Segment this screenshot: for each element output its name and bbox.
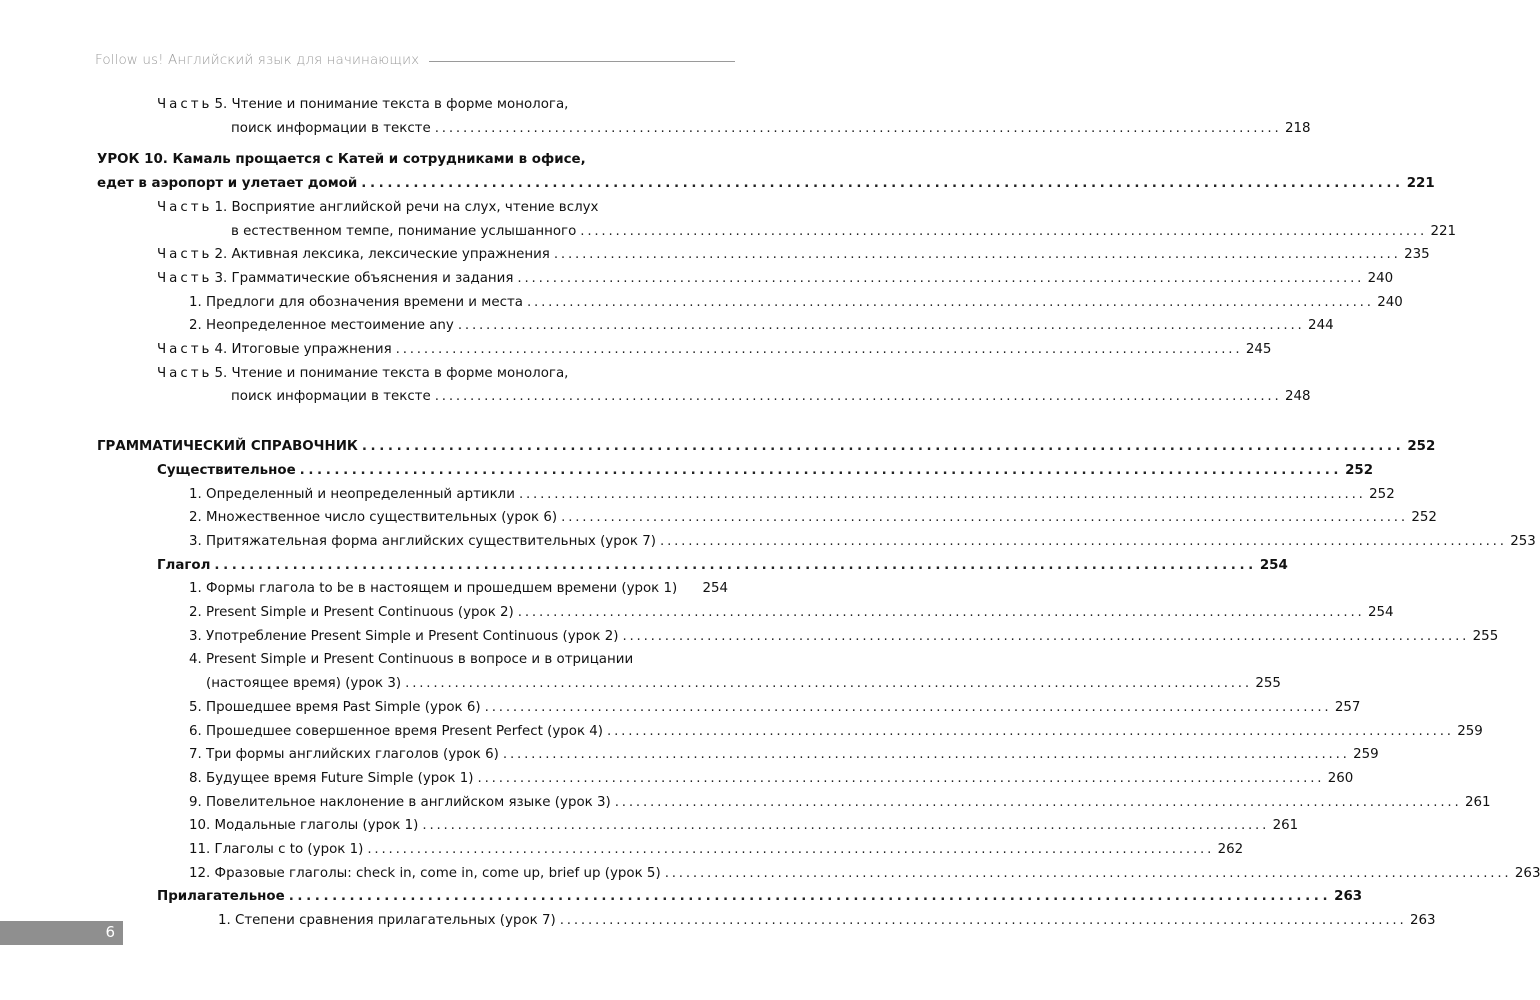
dot-leader: ........................................................................................................................ [361, 176, 1404, 192]
toc-entry-title: 2. Present Simple и Present Continuous (урок 2) [189, 605, 514, 620]
toc-entry[interactable] [157, 460, 1374, 482]
toc-entry-title: УРОК 10. Камаль прощается с Катей и сотрудниками в офисе, [97, 152, 586, 168]
toc-entry[interactable] [97, 436, 1436, 458]
toc-page-number: 218 [1284, 120, 1311, 136]
toc-entry[interactable] [189, 697, 1361, 719]
part-label: Часть [157, 247, 213, 263]
toc-page-number: 252 [1407, 439, 1436, 455]
toc-page-number: 248 [1284, 389, 1311, 405]
toc-page-number: 254 [1259, 557, 1288, 573]
toc-page-number: 254 [702, 581, 728, 597]
toc-entry-title: 2. Неопределенное местоимение any [189, 318, 454, 334]
dot-leader: ........................................................................................................................ [502, 747, 1350, 763]
toc-entry-title: 2. Множественное число существительных (урок 6) [189, 510, 558, 526]
toc-entry[interactable] [189, 768, 1354, 790]
toc-entry[interactable] [157, 268, 1394, 290]
toc-entry-title: 1. Предлоги для обозначения времени и места [189, 294, 523, 310]
dot-leader: ........................................................................................................................ [526, 294, 1374, 310]
toc-entry-title: 5. Чтение и понимание текста в форме монолога, [214, 97, 569, 112]
dot-leader: ........................................................................................................................ [607, 723, 1454, 739]
toc-page-number: 263 [1514, 865, 1540, 881]
toc-entry[interactable] [189, 839, 1244, 861]
toc-page-number: 253 [1510, 533, 1536, 549]
toc-page-number: 255 [1255, 676, 1281, 692]
dot-leader: ........................................................................................................................ [518, 486, 1366, 502]
toc-page-number: 240 [1377, 294, 1403, 310]
toc-entry-title: 3. Притяжательная форма английских существительных (урок 7) [189, 533, 657, 549]
toc-entry-title: 9. Повелительное наклонение в английском языке (урок 3) [189, 794, 611, 810]
toc-entry-title: в естественном темпе, понимание услышанного [231, 223, 577, 239]
toc-entry-title: 1. Формы глагола to be в настоящем и прошедшем времени (урок 1) [189, 581, 678, 597]
toc-entry[interactable] [97, 173, 1435, 195]
toc-page-number: 261 [1464, 794, 1491, 810]
toc-page-number: 259 [1457, 723, 1483, 739]
toc-entry-title: (настоящее время) (урок 3) [206, 676, 402, 692]
toc-page-number: 252 [1411, 510, 1437, 526]
toc-entry-title: 4. Итоговые упражнения [214, 342, 392, 357]
toc-entry-title: Прилагательное [157, 889, 285, 905]
dot-leader: ........................................................................................................................ [561, 510, 1408, 526]
toc-page-number: 255 [1472, 628, 1499, 644]
dot-leader: ........................................................................................................................ [559, 913, 1407, 929]
toc-entry[interactable] [189, 815, 1299, 837]
dot-leader: ........................................................................................................................ [484, 699, 1332, 715]
toc-entry[interactable] [189, 315, 1334, 337]
toc-entry[interactable] [231, 386, 1311, 408]
toc-entry[interactable] [189, 602, 1394, 624]
toc-entry[interactable] [157, 244, 1430, 266]
toc-entry[interactable] [189, 292, 1403, 314]
toc-entry[interactable] [189, 744, 1379, 766]
dot-leader: ........................................................................................................................ [434, 389, 1282, 405]
toc-entry[interactable] [189, 863, 1540, 885]
toc-entry-title: 1. Степени сравнения прилагательных (урок 7) [218, 913, 556, 929]
toc-entry-title: 2. Активная лексика, лексические упражнения [214, 247, 550, 263]
toc-entry[interactable] [189, 578, 728, 600]
toc-entry[interactable] [157, 197, 728, 219]
toc-entry[interactable] [189, 792, 1491, 814]
toc-page-number: 244 [1308, 318, 1334, 334]
part-label: Часть [157, 97, 213, 112]
toc-entry-title: 12. Фразовые глаголы: check in, come in, come up, brief up (урок 5) [189, 865, 661, 881]
toc-entry[interactable] [231, 221, 1457, 243]
toc-entry-title: едет в аэропорт и улетает домой [97, 176, 358, 192]
toc-page-number: 259 [1353, 747, 1379, 763]
dot-leader: ........................................................................................................................ [517, 605, 1365, 620]
toc-page-number: 221 [1406, 176, 1435, 192]
toc-entry-title: 10. Модальные глаголы (урок 1) [189, 818, 419, 834]
toc-page-number: 221 [1430, 223, 1457, 239]
toc-entry[interactable] [189, 507, 1437, 529]
toc-entry-title: 5. Прошедшее время Past Simple (урок 6) [189, 699, 481, 715]
toc-entry-title: ГРАММАТИЧЕСКИЙ СПРАВОЧНИК [97, 439, 358, 455]
toc-entry[interactable] [206, 673, 1281, 695]
toc-page-number: 252 [1369, 486, 1395, 502]
toc-entry[interactable] [189, 531, 1536, 553]
toc-entry-title: 4. Present Simple и Present Continuous в вопросе и в отрицании [189, 652, 634, 668]
part-label: Часть [157, 270, 213, 286]
dot-leader: ........................................................................................................................ [434, 120, 1282, 136]
dot-leader: ........................................................................................................................ [361, 439, 1405, 455]
part-label: Часть [157, 365, 213, 381]
dot-leader: ........................................................................................................................ [580, 223, 1428, 239]
toc-entry[interactable] [157, 886, 1363, 908]
toc-entry-title: 5. Чтение и понимание текста в форме монолога, [214, 365, 569, 381]
toc-entry[interactable] [189, 484, 1395, 506]
toc-entry-title: 8. Будущее время Future Simple (урок 1) [189, 770, 474, 786]
dot-leader: ........................................................................................................................ [664, 865, 1512, 881]
toc-entry-title: поиск информации в тексте [231, 389, 431, 405]
book-title: Follow us! Английский язык для начинающих [95, 52, 420, 68]
toc-page-number: 261 [1272, 818, 1299, 834]
toc-entry-title: поиск информации в тексте [231, 120, 431, 136]
toc-entry-title: 1. Определенный и неопределенный артикли [189, 486, 515, 502]
toc-page-number: 252 [1345, 462, 1374, 478]
dot-leader: ........................................................................................................................ [405, 676, 1252, 692]
dot-leader: ........................................................................................................................ [614, 794, 1462, 810]
toc-entry[interactable] [218, 910, 1436, 932]
dot-leader: ........................................................................................................................ [395, 342, 1243, 357]
toc-page-number: 260 [1327, 770, 1354, 786]
page-number: 6 [105, 923, 115, 941]
toc-page-number: 263 [1334, 889, 1363, 905]
dot-leader: ........................................................................................................................ [422, 818, 1270, 834]
toc-entry-title: 6. Прошедшее совершенное время Present Perfect (урок 4) [189, 723, 604, 739]
toc-page-number: 262 [1217, 842, 1244, 857]
page-number-tab [0, 921, 123, 945]
toc-page-number: 240 [1367, 270, 1394, 286]
toc-page-number: 257 [1334, 699, 1361, 715]
toc-entry-title: 11. Глаголы с to (урок 1) [189, 842, 364, 857]
toc-entry[interactable] [189, 649, 728, 671]
toc-entry[interactable] [157, 339, 1272, 361]
toc-entry-title: 3. Употребление Present Simple и Present Continuous (урок 2) [189, 628, 619, 644]
toc-entry-title: Глагол [157, 557, 211, 573]
toc-page-number: 245 [1245, 342, 1272, 357]
dot-leader: ........................................................................................................................ [367, 842, 1215, 857]
dot-leader: ........................................................................................................................ [299, 462, 1343, 478]
dot-leader: ........................................................................................................................ [477, 770, 1325, 786]
toc-entry[interactable] [231, 118, 1311, 140]
part-label: Часть [157, 342, 213, 357]
toc-entry-title: Существительное [157, 462, 296, 478]
dot-leader: ........................................................................................................................ [288, 889, 1332, 905]
toc-entry-title: 7. Три формы английских глаголов (урок 6) [189, 747, 499, 763]
toc-page-number: 254 [1368, 605, 1394, 620]
toc-entry[interactable] [189, 721, 1483, 743]
toc-page-number: 263 [1409, 913, 1436, 929]
dot-leader: ........................................................................................................................ [214, 557, 1257, 573]
toc-entry[interactable] [157, 363, 728, 385]
toc-entry[interactable] [97, 149, 728, 171]
toc-entry-title: 1. Восприятие английской речи на слух, чтение вслух [214, 199, 599, 215]
toc-entry-title: 3. Грамматические объяснения и задания [214, 270, 514, 286]
dot-leader: ........................................................................................................................ [660, 533, 1507, 549]
toc-page-number: 235 [1404, 247, 1430, 263]
dot-leader: ........................................................................................................................ [517, 270, 1365, 286]
part-label: Часть [157, 199, 213, 215]
toc-entry[interactable] [189, 626, 1499, 648]
toc-entry[interactable] [157, 94, 728, 116]
toc-entry[interactable] [157, 555, 1288, 577]
dot-leader: ........................................................................................................................ [553, 247, 1401, 263]
dot-leader: ........................................................................................................................ [622, 628, 1470, 644]
dot-leader: ........................................................................................................................ [457, 318, 1305, 334]
